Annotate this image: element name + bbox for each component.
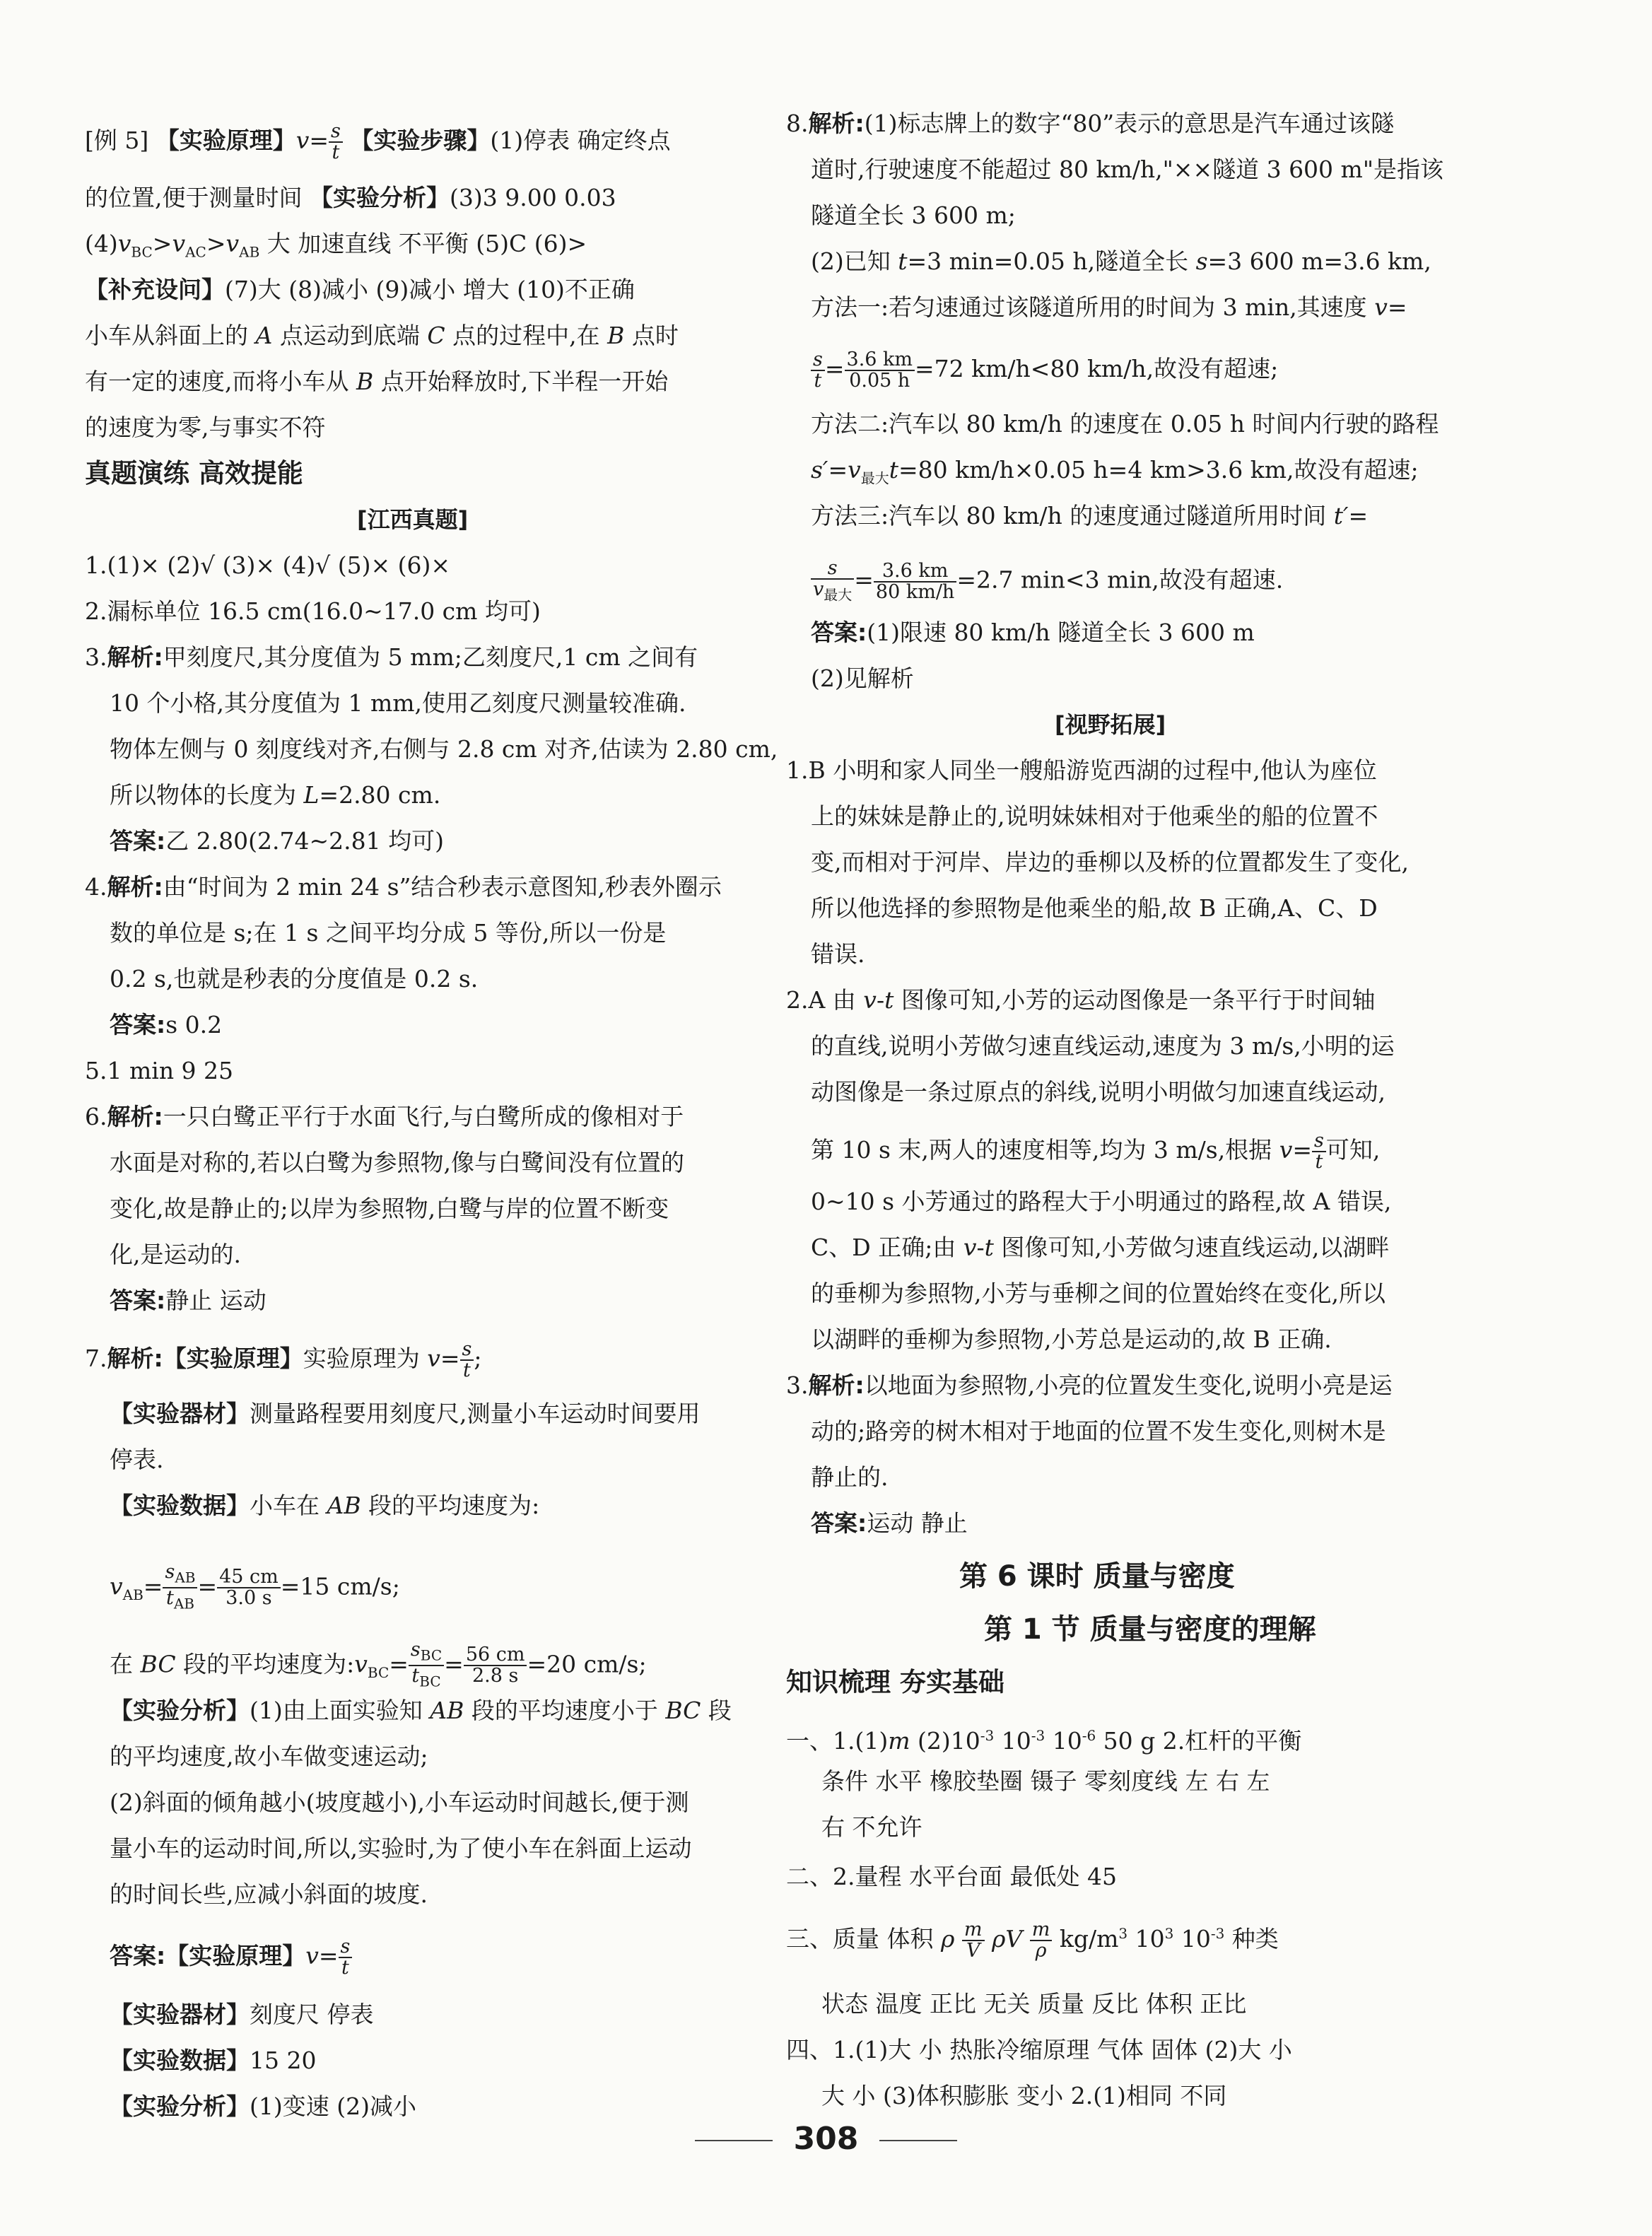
text-line: 1.B 小明和家人同坐一艘船游览西湖的过程中,他认为座位	[786, 756, 1377, 784]
text-line: 隧道全长 3 600 m;	[811, 201, 1016, 229]
text-line: 答案:(1)限速 80 km/h 隧道全长 3 600 m	[811, 619, 1255, 646]
text-line: 10 个小格,其分度值为 1 mm,使用乙刻度尺测量较准确.	[110, 689, 686, 717]
text-line: 条件 水平 橡胶垫圈 镊子 零刻度线 左 右 左	[821, 1767, 1270, 1795]
text-line: 四、1.(1)大 小 热胀冷缩原理 气体 固体 (2)大 小	[786, 2036, 1292, 2064]
page-number: 308	[0, 2121, 1652, 2157]
text-line: 化,是运动的.	[110, 1241, 241, 1268]
text-line: 方法一:若匀速通过该隧道所用的时间为 3 min,其速度 v=	[811, 293, 1407, 321]
text-line: 的垂柳为参照物,小芳与垂柳之间的位置始终在变化,所以	[811, 1280, 1386, 1307]
text-line: 4.解析:由“时间为 2 min 24 s”结合秒表示意图知,秒表外圈示	[85, 873, 722, 901]
text-line: 6.解析:一只白鹭正平行于水面飞行,与白鹭所成的像相对于	[85, 1103, 684, 1130]
text-line: 1.(1)× (2)√ (3)× (4)√ (5)× (6)×	[85, 551, 451, 579]
text-line: 【补充设问】(7)大 (8)减小 (9)减小 增大 (10)不正确	[85, 276, 635, 303]
text-line: 3.解析:甲刻度尺,其分度值为 5 mm;乙刻度尺,1 cm 之间有	[85, 643, 698, 671]
formula-line: $v_{AB}=$ $\frac{s_{AB}}{t_{AB}}$ = $\frac{45 cm}{3.0 s}$ =15 cm/s;	[110, 1561, 400, 1612]
text-line: 答案:s 0.2	[110, 1011, 223, 1038]
text-line: 2.漏标单位 16.5 cm(16.0~17.0 cm 均可)	[85, 597, 541, 625]
formula-line: 在 BC 段的平均速度为$:v_{BC}=$ $\frac{s_{BC}}{t_{BC}}$ = $\frac{56 cm}{2.8 s}$ =20 cm/s;	[110, 1639, 647, 1690]
text-line: 的速度为零,与事实不符	[85, 414, 326, 441]
text-line: 小车从斜面上的 A 点运动到底端 C 点的过程中,在 B 点时	[85, 322, 679, 349]
text-line: 方法三:汽车以 80 km/h 的速度通过隧道所用时间 t′=	[811, 502, 1369, 529]
sub-heading: [视野拓展]	[1055, 711, 1166, 738]
text-line: 8.解析:(1)标志牌上的数字“80”表示的意思是汽车通过该隧	[786, 110, 1395, 137]
text-line: 7.解析:【实验原理】实验原理为 v= $\frac{s}{t}$ ;	[85, 1338, 482, 1381]
text-line: 【实验数据】小车在 AB 段的平均速度为:	[110, 1492, 540, 1519]
text-line: 答案:乙 2.80(2.74~2.81 均可)	[110, 827, 445, 855]
text-line: 【实验分析】(1)变速 (2)减小	[110, 2092, 416, 2120]
section-heading: 真题演练 高效提能	[85, 458, 303, 488]
text-line: 【实验器材】测量路程要用刻度尺,测量小车运动时间要用	[110, 1400, 701, 1427]
text-line: 停表.	[110, 1446, 164, 1473]
text-line: 3.解析:以地面为参照物,小亮的位置发生变化,说明小亮是运	[786, 1371, 1393, 1399]
text-line: 有一定的速度,而将小车从 B 点开始释放时,下半程一开始	[85, 368, 669, 395]
text-line: 0.2 s,也就是秒表的分度值是 0.2 s.	[110, 965, 479, 993]
text-line: 动图像是一条过原点的斜线,说明小明做匀加速直线运动,	[811, 1078, 1386, 1106]
text-line: 数的单位是 s;在 1 s 之间平均分成 5 等份,所以一份是	[110, 919, 667, 947]
text-line: 答案:静止 运动	[110, 1287, 266, 1314]
text-line: 的时间长些,应减小斜面的坡度.	[110, 1880, 428, 1908]
text-line: 状态 温度 正比 无关 质量 反比 体积 正比	[821, 1990, 1247, 2018]
section-heading: 知识梳理 夯实基础	[786, 1667, 1004, 1697]
text-line: (2)已知 t=3 min=0.05 h,隧道全长 s=3 600 m=3.6 km,	[811, 247, 1431, 275]
text-line: 【实验分析】(1)由上面实验知 AB 段的平均速度小于 BC 段	[110, 1697, 732, 1724]
text-line: 所以物体的长度为 L=2.80 cm.	[110, 781, 441, 809]
text-line: 动的;路旁的树木相对于地面的位置不发生变化,则树木是	[811, 1417, 1386, 1445]
text-line: 答案:运动 静止	[811, 1509, 968, 1537]
text-line: 量小车的运动时间,所以,实验时,为了使小车在斜面上运动	[110, 1834, 692, 1862]
text-line: 第 10 s 末,两人的速度相等,均为 3 m/s,根据 v= $\frac{s}{t}$ 可知,	[811, 1130, 1381, 1173]
text-line: 道时,行驶速度不能超过 80 km/h,"××隧道 3 600 m"是指该	[811, 156, 1444, 183]
text-line: 静止的.	[811, 1463, 889, 1491]
text-line: 一、1.(1)m $(2)10^{-3}$ $10^{-3}$ $10^{-6}$ 50 g 2.杠杆的平衡	[786, 1727, 1302, 1755]
section-title: 第 1 节 质量与密度的理解	[984, 1613, 1316, 1646]
text-line: 变化,故是静止的;以岸为参照物,白鹭与岸的位置不断变	[110, 1195, 669, 1222]
text-line: 的平均速度,故小车做变速运动;	[110, 1743, 428, 1770]
text-line: 错误.	[811, 940, 865, 968]
text-line: [例 5] 【实验原理】v= $\frac{s}{t}$ 【实验步骤】(1)停表 确定终点	[85, 120, 671, 163]
text-line: 大 小 (3)体积膨胀 变小 2.(1)相同 不同	[821, 2082, 1227, 2109]
text-line: (2)见解析	[811, 665, 914, 692]
formula-line: $\frac{s}{t}$ = $\frac{3.6 km}{0.05 h}$ =72 km/h<80 km/h,故没有超速;	[811, 350, 1278, 391]
text-line: 的直线,说明小芳做匀速直线运动,速度为 3 m/s,小明的运	[811, 1032, 1395, 1060]
text-line: 2.A 由 v-t 图像可知,小芳的运动图像是一条平行于时间轴	[786, 986, 1376, 1014]
text-line: (2)斜面的倾角越小(坡度越小),小车运动时间越长,便于测	[110, 1789, 689, 1816]
text-line: 答案:【实验原理】v= $\frac{s}{t}$	[110, 1937, 352, 1978]
text-line: 变,而相对于河岸、岸边的垂柳以及桥的位置都发生了变化,	[811, 848, 1409, 876]
text-line: 以湖畔的垂柳为参照物,小芳总是运动的,故 B 正确.	[811, 1325, 1332, 1353]
text-line: 水面是对称的,若以白鹭为参照物,像与白鹭间没有位置的	[110, 1149, 684, 1176]
text-line: 5.1 min 9 25	[85, 1057, 234, 1084]
lesson-title: 第 6 课时 质量与密度	[959, 1560, 1235, 1593]
formula-line: 三、质量 体积 ρ $\frac{m}{V}$ ρV $\frac{m}{\rho}$ $kg/m^3$ $10^3$ $10^{-3}$ 种类	[786, 1919, 1279, 1962]
text-line: 的位置,便于测量时间 【实验分析】(3)3 9.00 0.03	[85, 184, 616, 211]
formula-line: $\frac{s}{v_{最大}}$ = $\frac{3.6 km}{80 km/h}$ =2.7 min<3 min,故没有超速.	[811, 558, 1283, 604]
text-line: $(4)v_{BC}>v_{AC}>v_{AB}$ 大 加速直线 不平衡 (5)C (6)>	[85, 230, 587, 261]
text-line: 【实验数据】15 20	[110, 2047, 317, 2074]
text-line: 二、2.量程 水平台面 最低处 45	[786, 1863, 1117, 1890]
text-line: 右 不允许	[821, 1813, 922, 1841]
sub-heading: [江西真题]	[357, 506, 469, 533]
text-line: 【实验器材】刻度尺 停表	[110, 2001, 374, 2028]
text-line: 所以他选择的参照物是他乘坐的船,故 B 正确,A、C、D	[811, 894, 1378, 922]
text-line: 方法二:汽车以 80 km/h 的速度在 0.05 h 时间内行驶的路程	[811, 410, 1439, 438]
text-line: 物体左侧与 0 刻度线对齐,右侧与 2.8 cm 对齐,估读为 2.80 cm,	[110, 735, 778, 763]
text-line: 上的妹妹是静止的,说明妹妹相对于他乘坐的船的位置不	[811, 802, 1378, 830]
text-line: $s'=v_{最大}t=80$ km/h×0.05 h=4 km>3.6 km,故没有超速;	[811, 456, 1419, 487]
text-line: 0~10 s 小芳通过的路程大于小明通过的路程,故 A 错误,	[811, 1188, 1392, 1215]
text-line: C、D 正确;由 v-t 图像可知,小芳做匀速直线运动,以湖畔	[811, 1234, 1390, 1261]
